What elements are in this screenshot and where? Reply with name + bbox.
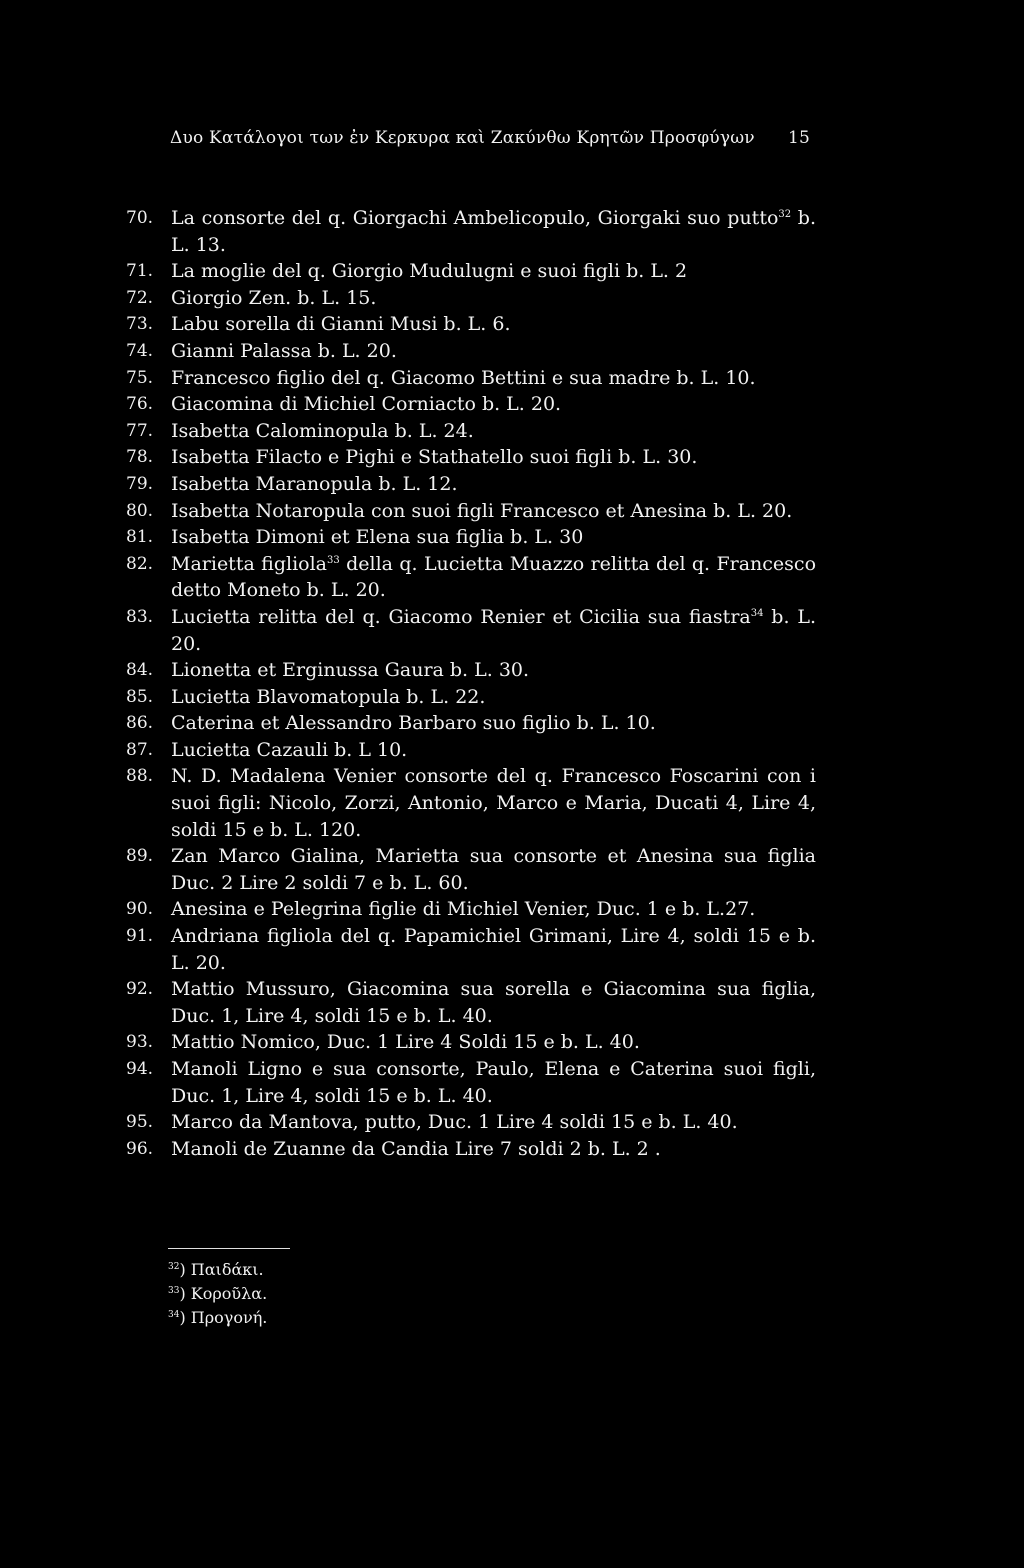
entry-number: 76. [126,394,154,415]
list-item [126,1136,816,1163]
entry-list [126,205,816,1162]
entry-text [171,712,656,734]
entry-text-segment: b. L. 13. [171,207,816,256]
entry-text-segment: Isabetta Maranopula b. L. 12. [171,472,458,495]
entry-text-segment: Isabetta Filacto e Pighi e Stathatello suoi figli b. L. 30. [171,446,698,469]
entry-text [171,526,583,548]
entry-text-segment: Gianni Palassa b. L. 20. [171,339,397,362]
list-item [126,657,816,684]
entry-text [171,313,511,335]
entry-text-segment: La moglie del q. Giorgio Mudulugni e suoi figli b. L. 2 [171,260,688,283]
footnote-paren: ) [179,1260,191,1279]
entry-text-segment: Labu sorella di Gianni Musi b. L. 6. [171,313,511,336]
entry-text-segment: Manoli de Zuanne da Candia Lire 7 soldi 2 b. L. 2 . [171,1137,661,1160]
footnote-list [168,1258,267,1330]
list-item [126,471,816,498]
footnote-reference: 32 [778,209,792,220]
entry-text-segment: Lucietta relitta del q. Giacomo Renier et Cicilia sua fiastra [171,605,751,628]
entry-text-segment: Isabetta Notaropula con suoi figli Francesco et Anesina b. L. 20. [171,499,793,522]
entry-text [171,446,697,468]
entry-text-segment: La consorte del q. Giorgachi Ambelicopulo, Giorgaki suo putto [171,207,779,229]
entry-text [171,898,755,920]
footnote-text: Προγονή. [190,1308,268,1327]
entry-text [171,340,397,362]
entry-text-segment: Lucietta Blavomatopula b. L. 22. [171,685,486,708]
list-item [126,524,816,551]
entry-number: 93. [126,1032,154,1053]
footnote-paren: ) [179,1308,191,1327]
entry-number: 70. [126,208,154,228]
entry-number: 80. [126,500,154,521]
list-item [126,737,816,764]
entry-number: 92. [126,979,154,1000]
entry-number: 88. [126,766,154,787]
entry-text [171,606,816,655]
list-item [126,843,816,896]
entry-text-segment: Francesco figlio del q. Giacomo Bettini e sua madre b. L. 10. [171,366,756,389]
list-item [126,444,816,471]
list-item [126,763,816,843]
entry-text [171,500,792,522]
entry-number: 71. [126,261,154,282]
entry-number: 72. [126,287,154,308]
list-item [126,338,816,365]
entry-text-segment: Lucietta Cazauli b. L 10. [171,738,408,761]
entry-number: 81. [126,527,154,548]
entry-number: 85. [126,686,154,707]
list-item [126,923,816,976]
entry-text [171,1111,738,1133]
entry-number: 83. [126,606,154,627]
list-item [126,684,816,711]
running-head-title: Δυο Κατάλογοι των ἐν Κερκυρα καὶ Ζακύνθω Κρητῶν Προσφύγων [170,128,755,148]
entry-text-segment: Giorgio Zen. b. L. 15. [171,286,377,309]
entry-text [171,978,816,1027]
entry-text-segment: della q. Lucietta Muazzo relitta del q. Francesco detto Moneto b. L. 20. [171,552,817,602]
entry-number: 77. [126,420,154,441]
entry-text [171,739,407,761]
entry-number: 94. [126,1059,154,1079]
entry-text-segment: b. L. 20. [171,605,816,655]
list-item [126,418,816,445]
footnote [168,1258,267,1282]
footnote-reference: 34 [750,607,764,619]
entry-number: 73. [126,314,154,335]
footnote [168,1282,267,1306]
list-item [126,896,816,923]
list-item [126,1056,816,1109]
page-number: 15 [787,128,810,148]
entry-text-segment: Marco da Mantova, putto, Duc. 1 Lire 4 soldi 15 e b. L. 40. [171,1111,738,1134]
list-item [126,391,816,418]
entry-text-segment: Isabetta Calominopula b. L. 24. [171,419,474,442]
entry-text [171,925,816,974]
entry-text [171,393,561,415]
entry-text [171,1031,640,1053]
entry-number: 95. [126,1112,154,1133]
entry-number: 86. [126,713,154,734]
entry-number: 90. [126,899,154,920]
list-item [126,551,816,604]
entry-text [171,207,816,256]
entry-text-segment: N. D. Madalena Venier consorte del q. Francesco Foscarini con i suoi figli: Nicolo, Zorzi, Antonio, Marco e Maria, Ducati 4, Lire 4, soldi 15 e b. L. 120. [171,765,816,841]
footnote-mark: 34 [168,1310,180,1320]
entry-text-segment: Mattio Mussuro, Giacomina sua sorella e Giacomina sua figlia, Duc. 1, Lire 4, soldi 15 e b. L. 40. [171,978,816,1027]
running-head [170,128,810,148]
entry-number: 91. [126,926,154,947]
footnote [168,1306,267,1330]
footnote-reference: 33 [327,554,340,566]
entry-number: 75. [126,367,154,388]
entry-text [171,1138,661,1160]
entry-text [171,686,485,708]
entry-text [171,553,816,602]
footnote-paren: ) [179,1284,191,1303]
footnote-rule [168,1248,290,1249]
list-item [126,258,816,285]
entry-text-segment: Zan Marco Gialina, Marietta sua consorte et Anesina sua figlia Duc. 2 Lire 2 soldi 7 e b. L. 60. [171,845,816,894]
entry-number: 82. [126,553,154,574]
list-item [126,311,816,338]
list-item [126,498,816,525]
entry-text [171,473,458,495]
entry-text [171,845,816,894]
entry-text-segment: Manoli Ligno e sua consorte, Paulo, Elena e Caterina suoi figli, Duc. 1, Lire 4, soldi 15 e b. L. 40. [171,1058,816,1107]
footnote-mark: 32 [168,1262,180,1272]
entry-text [171,659,529,681]
entry-text-segment: Lionetta et Erginussa Gaura b. L. 30. [171,659,530,682]
entry-number: 96. [126,1138,154,1159]
entry-text [171,367,756,389]
footnote-mark: 33 [168,1286,180,1296]
entry-text-segment: Caterina et Alessandro Barbaro suo figlio b. L. 10. [171,712,656,735]
list-item [126,285,816,312]
entry-number: 74. [126,340,154,361]
entry-text [171,765,816,840]
entry-text-segment: Anesina e Pelegrina figlie di Michiel Venier, Duc. 1 e b. L.27. [171,898,756,921]
list-item [126,1109,816,1136]
entry-number: 84. [126,660,154,681]
entry-text-segment: Giacomina di Michiel Corniacto b. L. 20. [171,393,562,416]
entry-text-segment: Andriana figliola del q. Papamichiel Grimani, Lire 4, soldi 15 e b. L. 20. [171,925,816,974]
list-item [126,365,816,392]
entry-number: 79. [126,473,154,494]
entry-text [171,287,376,309]
footnote-text: Παιδάκι. [190,1260,264,1279]
entry-number: 89. [126,846,154,867]
entry-number: 78. [126,447,154,468]
entry-text-segment: Marietta figliola [171,552,327,575]
list-item [126,604,816,657]
entry-text-segment: Isabetta Dimoni et Elena sua figlia b. L. 30 [171,526,584,549]
list-item [126,205,816,258]
entry-number: 87. [126,739,154,760]
entry-text [171,260,687,282]
entry-text [171,1058,816,1107]
entry-text [171,420,474,442]
list-item [126,976,816,1029]
list-item [126,710,816,737]
entry-text-segment: Mattio Nomico, Duc. 1 Lire 4 Soldi 15 e b. L. 40. [171,1031,640,1054]
footnote-text: Κοροῦλα. [190,1284,268,1303]
list-item [126,1029,816,1056]
